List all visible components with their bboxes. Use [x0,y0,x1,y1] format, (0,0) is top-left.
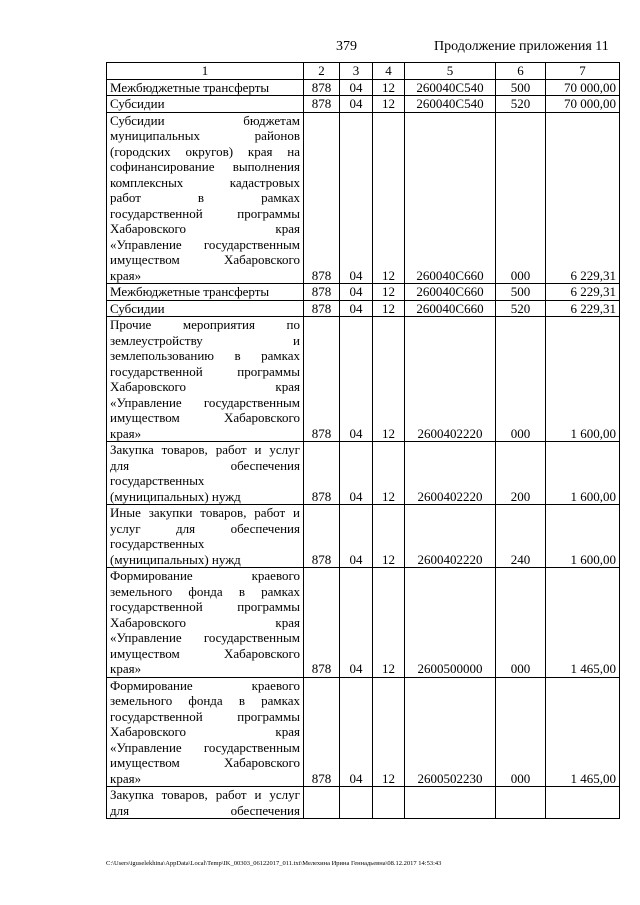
name-line: софинансирование выполнения [110,159,300,174]
row-name [107,79,304,96]
gr-cell: 878 [304,112,340,284]
csr-cell [405,787,496,819]
name-line: края» [110,770,142,786]
csr-cell: 260040С660 [405,112,496,284]
name-line: государственной программы [110,708,300,724]
vr-cell: 200 [496,442,546,505]
gr-cell [304,787,340,819]
pr-cell: 12 [373,96,405,113]
header-cell: 4 [373,63,405,80]
name-line: «Управление государственным [110,236,300,252]
rz-cell: 04 [340,112,373,284]
name-line: Субсидии [110,300,165,316]
name-line: Формирование краевого [110,677,300,693]
name-line: государственной программы [110,599,300,614]
name-line: земельного фонда в рамках [110,693,300,708]
row-name [107,505,304,568]
sum-cell: 70 000,00 [546,96,620,113]
vr-cell: 000 [496,677,546,787]
page-number: 379 [336,39,357,54]
csr-cell: 260040С540 [405,96,496,113]
name-line: для обеспечения [110,457,300,473]
sum-cell: 1 600,00 [546,317,620,442]
vr-cell: 500 [496,284,546,301]
vr-cell: 000 [496,568,546,678]
name-line: Межбюджетные трансферты [110,284,270,299]
rz-cell: 04 [340,568,373,678]
rz-cell [340,787,373,819]
header-cell: 5 [405,63,496,80]
header-cell: 2 [304,63,340,80]
sum-cell: 6 229,31 [546,112,620,284]
csr-cell: 260040С660 [405,300,496,317]
row-name [107,96,304,113]
vr-cell: 240 [496,505,546,568]
csr-cell: 2600500000 [405,568,496,678]
sum-cell: 1 600,00 [546,505,620,568]
name-line: имуществом Хабаровского [110,410,300,425]
rz-cell: 04 [340,505,373,568]
name-line: государственных [110,536,205,551]
gr-cell: 878 [304,505,340,568]
name-line: имуществом Хабаровского [110,755,300,770]
row-name [107,284,304,301]
sum-cell: 6 229,31 [546,284,620,301]
csr-cell: 2600402220 [405,442,496,505]
name-line: края» [110,425,142,441]
vr-cell: 500 [496,79,546,96]
name-line: государственной программы [110,205,300,221]
row-name [107,568,304,678]
csr-cell: 260040С660 [405,284,496,301]
rz-cell: 04 [340,442,373,505]
table-row [107,300,620,317]
name-line: муниципальных районов [110,128,300,143]
row-name [107,300,304,317]
row-name [107,787,304,819]
row-name [107,112,304,284]
table-row [107,96,620,113]
name-line: землепользованию в рамках [110,348,300,363]
name-line: имуществом Хабаровского [110,252,300,267]
table-row [107,568,620,678]
sum-cell: 1 465,00 [546,677,620,787]
footer-path: C:\Users\iguselekhina\AppData\Local\Temp\IK_00303_06122017_011.txt\Мелехина Ирина Геннадьевна\08.12.2017 14:53:43 [106,860,442,867]
name-line: земельного фонда в рамках [110,583,300,599]
gr-cell: 878 [304,568,340,678]
pr-cell: 12 [373,317,405,442]
continuation-title: Продолжение приложения 11 [434,39,609,54]
gr-cell: 878 [304,442,340,505]
pr-cell: 12 [373,284,405,301]
name-line: Субсидии бюджетам [110,112,300,128]
name-line: (муниципальных) нужд [110,488,241,504]
pr-cell: 12 [373,677,405,787]
name-line: Прочие мероприятия по [110,317,300,332]
table-row [107,317,620,442]
gr-cell: 878 [304,96,340,113]
table-row [107,79,620,96]
vr-cell [496,787,546,819]
csr-cell: 2600402220 [405,505,496,568]
pr-cell [373,787,405,819]
sum-cell: 1 600,00 [546,442,620,505]
name-line: «Управление государственным [110,630,300,645]
name-line: Хабаровского края [110,379,300,394]
name-line: имуществом Хабаровского [110,645,300,661]
row-name [107,442,304,505]
header-cell: 7 [546,63,620,80]
rz-cell: 04 [340,317,373,442]
sum-cell [546,787,620,819]
csr-cell: 2600402220 [405,317,496,442]
sum-cell: 1 465,00 [546,568,620,678]
header-cell: 3 [340,63,373,80]
table-row [107,442,620,505]
sum-cell: 6 229,31 [546,300,620,317]
gr-cell: 878 [304,284,340,301]
name-line: Иные закупки товаров, работ и [110,505,300,520]
row-name [107,317,304,442]
name-line: Хабаровского края [110,614,300,630]
name-line: комплексных кадастровых [110,174,300,190]
name-line: «Управление государственным [110,739,300,755]
gr-cell: 878 [304,317,340,442]
table-row [107,677,620,787]
table-row [107,787,620,819]
table-header-row [107,63,620,80]
name-line: «Управление государственным [110,394,300,410]
row-name [107,677,304,787]
name-line: (городских округов) края на [110,143,300,159]
name-line: Хабаровского края [110,724,300,739]
gr-cell: 878 [304,677,340,787]
header-cell: 1 [107,63,304,80]
table-row [107,284,620,301]
vr-cell: 000 [496,112,546,284]
name-line: Субсидии [110,96,165,111]
rz-cell: 04 [340,284,373,301]
table-row [107,505,620,568]
rz-cell: 04 [340,79,373,96]
gr-cell: 878 [304,79,340,96]
header-cell: 6 [496,63,546,80]
rz-cell: 04 [340,300,373,317]
name-line: услуг для обеспечения [110,520,300,536]
budget-table [106,62,620,819]
pr-cell: 12 [373,505,405,568]
rz-cell: 04 [340,677,373,787]
name-line: края» [110,267,142,283]
name-line: Формирование краевого [110,568,300,583]
name-line: для обеспечения [110,802,300,818]
name-line: землеустройству и [110,332,300,348]
name-line: Межбюджетные трансферты [110,79,270,95]
sum-cell: 70 000,00 [546,79,620,96]
name-line: (муниципальных) нужд [110,551,241,567]
table-row [107,112,620,284]
name-line: Закупка товаров, работ и услуг [110,787,300,802]
name-line: работ в рамках [110,190,300,205]
name-line: Закупка товаров, работ и услуг [110,442,300,457]
pr-cell: 12 [373,442,405,505]
name-line: государственной программы [110,363,300,379]
name-line: Хабаровского края [110,221,300,236]
pr-cell: 12 [373,300,405,317]
rz-cell: 04 [340,96,373,113]
vr-cell: 520 [496,300,546,317]
gr-cell: 878 [304,300,340,317]
vr-cell: 000 [496,317,546,442]
pr-cell: 12 [373,568,405,678]
csr-cell: 260040С540 [405,79,496,96]
pr-cell: 12 [373,79,405,96]
name-line: края» [110,661,142,676]
vr-cell: 520 [496,96,546,113]
name-line: государственных [110,473,205,488]
pr-cell: 12 [373,112,405,284]
csr-cell: 2600502230 [405,677,496,787]
